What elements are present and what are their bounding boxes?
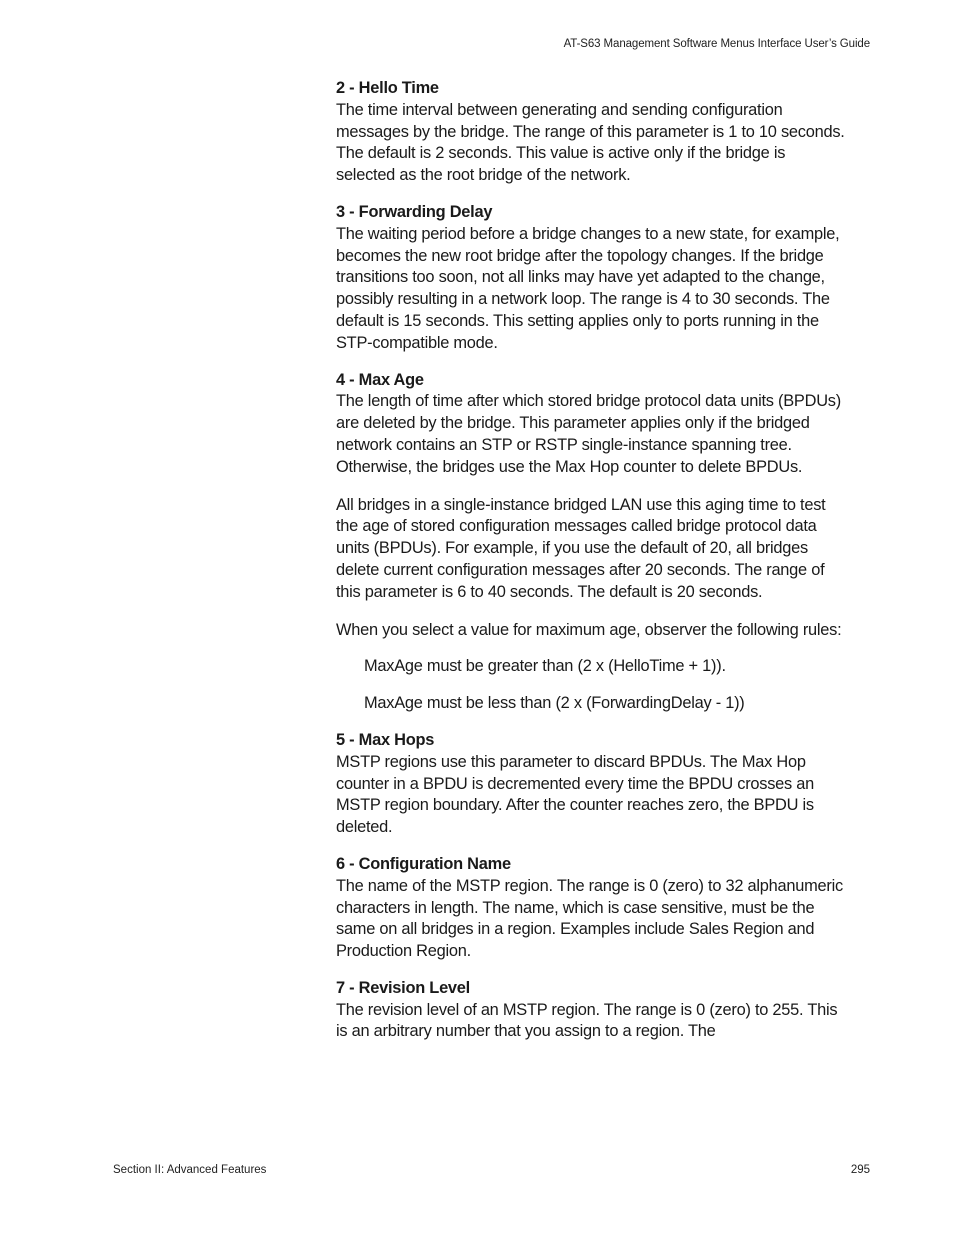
section-title-hello-time: 2 - Hello Time [336, 79, 439, 97]
section-title-configuration-name: 6 - Configuration Name [336, 854, 511, 873]
section-forwarding-delay [336, 202, 848, 355]
paragraph-max-hops: MSTP regions use this parameter to discard BPDUs. The Max Hop counter in a BPDU is decremented every time the BPDU crosses an MSTP region boundary. After the counter reaches zero, the BPDU is deleted. [336, 752, 815, 837]
section-revision-level [336, 978, 848, 1043]
section-configuration-name [336, 854, 848, 963]
section-hello-time [336, 78, 848, 187]
paragraph-max-age-3: When you select a value for maximum age, observer the following rules: [336, 620, 842, 639]
footer-page-number: 295 [850, 1164, 870, 1176]
section-title-max-age: 4 - Max Age [336, 370, 424, 389]
rule-max-age-less: MaxAge must be less than (2 x (ForwardingDelay - 1)) [364, 694, 745, 713]
section-title-forwarding-delay: 3 - Forwarding Delay [336, 202, 493, 221]
rule-max-age-greater: MaxAge must be greater than (2 x (HelloTime + 1)). [364, 657, 726, 676]
paragraph-configuration-name: The name of the MSTP region. The range is 0 (zero) to 32 alphanumeric characters in length. The name, which is case sensitive, must be the same on all bridges in a region. Examples include Sales Region and Production Region. [336, 876, 843, 961]
paragraph-max-age-2: All bridges in a single-instance bridged LAN use this aging time to test the age of stored configuration messages called bridge protocol data units (BPDUs). For example, if you use the default of 20, all bridges delete current configuration messages after 20 seconds. The range of this parameter is 6 to 40 seconds. The default is 20 seconds. [336, 495, 826, 601]
paragraph-hello-time: The time interval between generating and sending configuration messages by the bridge. The range of this parameter is 1 to 10 seconds. The default is 2 seconds. This value is active only if the bridge is selected as the root bridge of the network. [336, 100, 845, 185]
paragraph-revision-level: The revision level of an MSTP region. The range is 0 (zero) to 255. This is an arbitrary number that you assign to a region. The [336, 1000, 838, 1041]
paragraph-forwarding-delay: The waiting period before a bridge changes to a new state, for example, becomes the new root bridge after the topology changes. If the bridge transitions too soon, not all links may have yet adapted to the change, possibly resulting in a network loop. The range is 4 to 30 seconds. The default is 15 seconds. This setting applies only to ports running in the STP-compatible mode. [336, 224, 840, 352]
section-title-max-hops: 5 - Max Hops [336, 730, 435, 749]
footer-section-label: Section II: Advanced Features [113, 1164, 267, 1176]
document-body [336, 78, 848, 1058]
section-title-revision-level: 7 - Revision Level [336, 978, 470, 997]
paragraph-max-age-1: The length of time after which stored bridge protocol data units (BPDUs) are deleted by the bridge. This parameter applies only if the bridged network contains an STP or RSTP single-instance spanning tree. Otherwise, the bridges use the Max Hop counter to delete BPDUs. [336, 392, 841, 476]
section-max-age [336, 370, 848, 715]
running-header: AT-S63 Management Software Menus Interface User’s Guide [563, 38, 870, 50]
section-max-hops [336, 730, 848, 839]
